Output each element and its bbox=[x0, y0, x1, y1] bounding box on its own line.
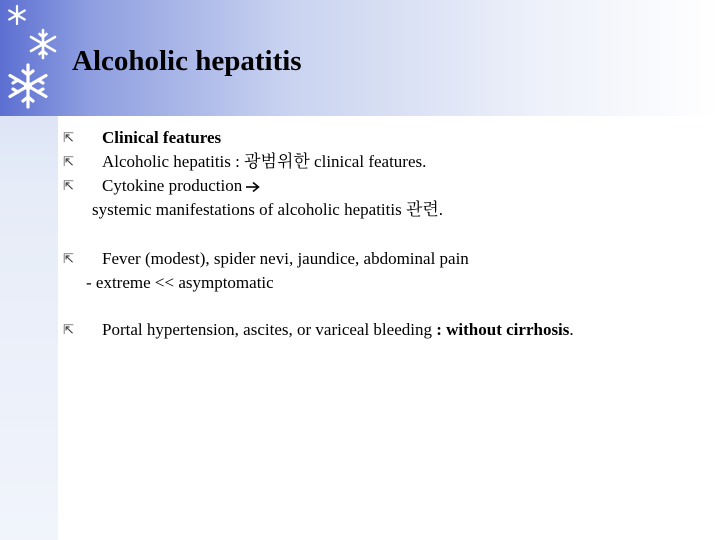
bullet-cytokine-production bbox=[102, 177, 261, 194]
bullet-portal-period: . bbox=[569, 320, 574, 339]
bullet-portal-emphasis: : without cirrhosis bbox=[436, 320, 570, 339]
bullet-cytokine-text: Cytokine production bbox=[102, 176, 243, 195]
snowflake-icon bbox=[6, 4, 28, 26]
slide-title: Alcoholic hepatitis bbox=[72, 45, 302, 77]
bullet-clinical-features: Clinical features bbox=[102, 128, 222, 147]
bullet-portal-text: Portal hypertension, ascites, or variceal bleeding bbox=[102, 320, 437, 339]
snowflake-icon bbox=[27, 28, 59, 60]
bullet-cytokine-continuation: systemic manifestations of alcoholic hepatitis 관련. bbox=[92, 200, 444, 219]
bullet-fever: Fever (modest), spider nevi, jaundice, abdominal pain bbox=[102, 249, 469, 268]
snowflake-icon bbox=[4, 62, 52, 110]
bullet-alcoholic-hepatitis: Alcoholic hepatitis : 광범위한 clinical features. bbox=[102, 152, 427, 171]
bullet-portal-hypertension bbox=[102, 321, 574, 338]
arrow-up-left-icon: ⇱ bbox=[63, 155, 74, 170]
arrow-up-left-icon: ⇱ bbox=[63, 179, 74, 194]
arrow-up-left-icon: ⇱ bbox=[63, 252, 74, 267]
arrow-up-left-icon: ⇱ bbox=[63, 323, 74, 338]
arrow-right-icon bbox=[245, 181, 261, 193]
bullet-fever-continuation: - extreme << asymptomatic bbox=[86, 273, 274, 292]
arrow-up-left-icon: ⇱ bbox=[63, 131, 74, 146]
